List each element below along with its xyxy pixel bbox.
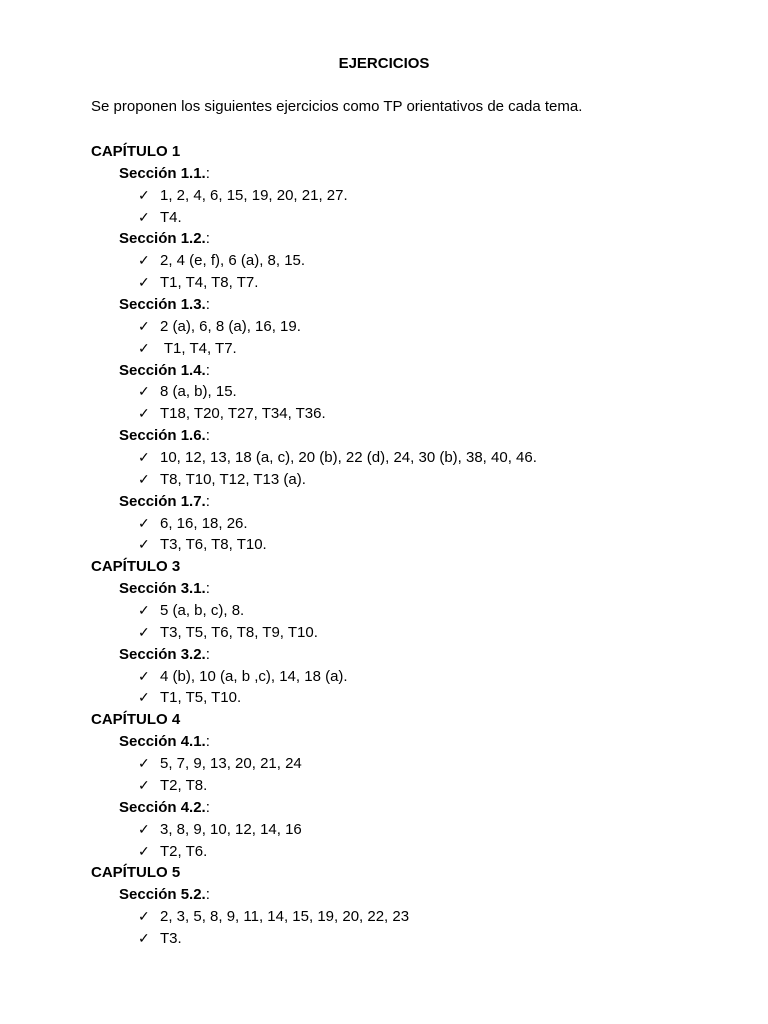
list-item xyxy=(91,534,537,556)
checkmark-icon: ✓ xyxy=(138,536,150,553)
checkmark-icon: ✓ xyxy=(138,689,150,706)
checkmark-icon: ✓ xyxy=(138,383,150,400)
list-item-text: T3, T6, T8, T10. xyxy=(160,536,267,554)
list-item xyxy=(91,403,537,425)
section-label: Sección 3.2. xyxy=(119,645,206,663)
checkmark-icon: ✓ xyxy=(138,470,150,487)
list-item-text: 3, 8, 9, 10, 12, 14, 16 xyxy=(160,820,302,838)
checkmark-icon: ✓ xyxy=(138,602,150,619)
list-item-text: T3. xyxy=(160,929,182,947)
checkmark-icon: ✓ xyxy=(138,208,150,225)
list-item-text: 5, 7, 9, 13, 20, 21, 24 xyxy=(160,755,302,773)
checkmark-icon: ✓ xyxy=(138,252,150,269)
section-heading xyxy=(91,797,537,819)
list-item xyxy=(91,819,537,841)
section-label: Sección 1.4. xyxy=(119,361,206,379)
chapter-heading: CAPÍTULO 3 xyxy=(91,558,181,576)
list-item-text: 8 (a, b), 15. xyxy=(160,383,237,401)
list-item-text: T1, T5, T10. xyxy=(160,689,242,707)
list-item-text: T2, T6. xyxy=(160,842,208,860)
section-heading xyxy=(91,884,537,906)
list-item xyxy=(91,622,537,644)
checkmark-icon: ✓ xyxy=(138,667,150,684)
section-heading xyxy=(91,731,537,753)
list-item xyxy=(91,600,537,622)
section-label-suffix: : xyxy=(205,580,210,598)
checkmark-icon: ✓ xyxy=(138,339,150,356)
checkmark-icon: ✓ xyxy=(138,908,150,925)
section-label-suffix: : xyxy=(205,230,210,248)
list-item-text: T8, T10, T12, T13 (a). xyxy=(160,470,306,488)
chapter-heading: CAPÍTULO 4 xyxy=(91,711,181,729)
section-label: Sección 4.2. xyxy=(119,798,206,816)
section-label-suffix: : xyxy=(205,164,210,182)
list-item xyxy=(91,185,537,207)
section-label: Sección 3.1. xyxy=(119,580,206,598)
list-item xyxy=(91,666,537,688)
list-item xyxy=(91,207,537,229)
list-item xyxy=(91,513,537,535)
list-item-text: T4. xyxy=(160,208,182,226)
section-heading xyxy=(91,491,537,513)
section-label-suffix: : xyxy=(205,296,210,314)
list-item xyxy=(91,841,537,863)
checkmark-icon: ✓ xyxy=(138,514,150,531)
chapter-heading: CAPÍTULO 5 xyxy=(91,864,181,882)
section-label-suffix: : xyxy=(205,645,210,663)
section-label-suffix: : xyxy=(205,798,210,816)
list-item-text: 2, 4 (e, f), 6 (a), 8, 15. xyxy=(160,252,306,270)
section-heading xyxy=(91,163,537,185)
section-label: Sección 4.1. xyxy=(119,733,206,751)
list-item xyxy=(91,250,537,272)
list-item-text: T2, T8. xyxy=(160,776,208,794)
chapter-heading: CAPÍTULO 1 xyxy=(91,143,181,160)
list-item xyxy=(91,316,537,338)
section-label: Sección 1.2. xyxy=(119,230,206,248)
list-item xyxy=(91,469,537,491)
list-item-text: T1, T4, T7. xyxy=(160,339,237,357)
list-item xyxy=(91,381,537,403)
section-label: Sección 5.2. xyxy=(119,886,206,904)
section-heading xyxy=(91,425,537,447)
list-item-text: 5 (a, b, c), 8. xyxy=(160,602,245,620)
list-item xyxy=(91,775,537,797)
section-label: Sección 1.1. xyxy=(119,164,206,182)
section-label-suffix: : xyxy=(205,427,210,445)
list-item-text: T18, T20, T27, T34, T36. xyxy=(160,405,326,423)
section-heading xyxy=(91,360,537,382)
checkmark-icon: ✓ xyxy=(138,929,150,946)
list-item-text: 6, 16, 18, 26. xyxy=(160,514,248,532)
section-label: Sección 1.7. xyxy=(119,492,206,510)
list-item xyxy=(91,272,537,294)
list-item xyxy=(91,447,537,469)
section-heading xyxy=(91,228,537,250)
list-item xyxy=(91,928,537,950)
checkmark-icon: ✓ xyxy=(138,755,150,772)
list-item-text: 2, 3, 5, 8, 9, 11, 14, 15, 19, 20, 22, 23 xyxy=(160,908,410,926)
list-item xyxy=(91,753,537,775)
checkmark-icon: ✓ xyxy=(138,186,150,203)
checkmark-icon: ✓ xyxy=(138,842,150,859)
list-item xyxy=(91,906,537,928)
document-title: EJERCICIOS xyxy=(338,55,430,72)
checkmark-icon: ✓ xyxy=(138,449,150,466)
list-item-text: 4 (b), 10 (a, b ,c), 14, 18 (a). xyxy=(160,667,348,685)
exercise-list xyxy=(91,141,537,950)
list-item xyxy=(91,687,537,709)
list-item-text: 10, 12, 13, 18 (a, c), 20 (b), 22 (d), 24, 30 (b), 38, 40, 46. xyxy=(160,449,537,467)
list-item-text: 2 (a), 6, 8 (a), 16, 19. xyxy=(160,317,301,335)
checkmark-icon: ✓ xyxy=(138,317,150,334)
checkmark-icon: ✓ xyxy=(138,820,150,837)
section-heading xyxy=(91,644,537,666)
checkmark-icon: ✓ xyxy=(138,623,150,640)
checkmark-icon: ✓ xyxy=(138,776,150,793)
checkmark-icon: ✓ xyxy=(138,274,150,291)
section-label: Sección 1.3. xyxy=(119,296,206,314)
section-heading xyxy=(91,578,537,600)
list-item-text: 1, 2, 4, 6, 15, 19, 20, 21, 27. xyxy=(160,186,348,204)
section-label-suffix: : xyxy=(205,492,210,510)
section-label-suffix: : xyxy=(205,733,210,751)
list-item xyxy=(91,338,537,360)
section-label: Sección 1.6. xyxy=(119,427,206,445)
section-label-suffix: : xyxy=(205,886,210,904)
list-item-text: T1, T4, T8, T7. xyxy=(160,274,259,292)
list-item-text: T3, T5, T6, T8, T9, T10. xyxy=(160,623,318,641)
section-label-suffix: : xyxy=(205,361,210,379)
checkmark-icon: ✓ xyxy=(138,405,150,422)
intro-paragraph: Se proponen los siguientes ejercicios como TP orientativos de cada tema. xyxy=(91,98,583,115)
section-heading xyxy=(91,294,537,316)
